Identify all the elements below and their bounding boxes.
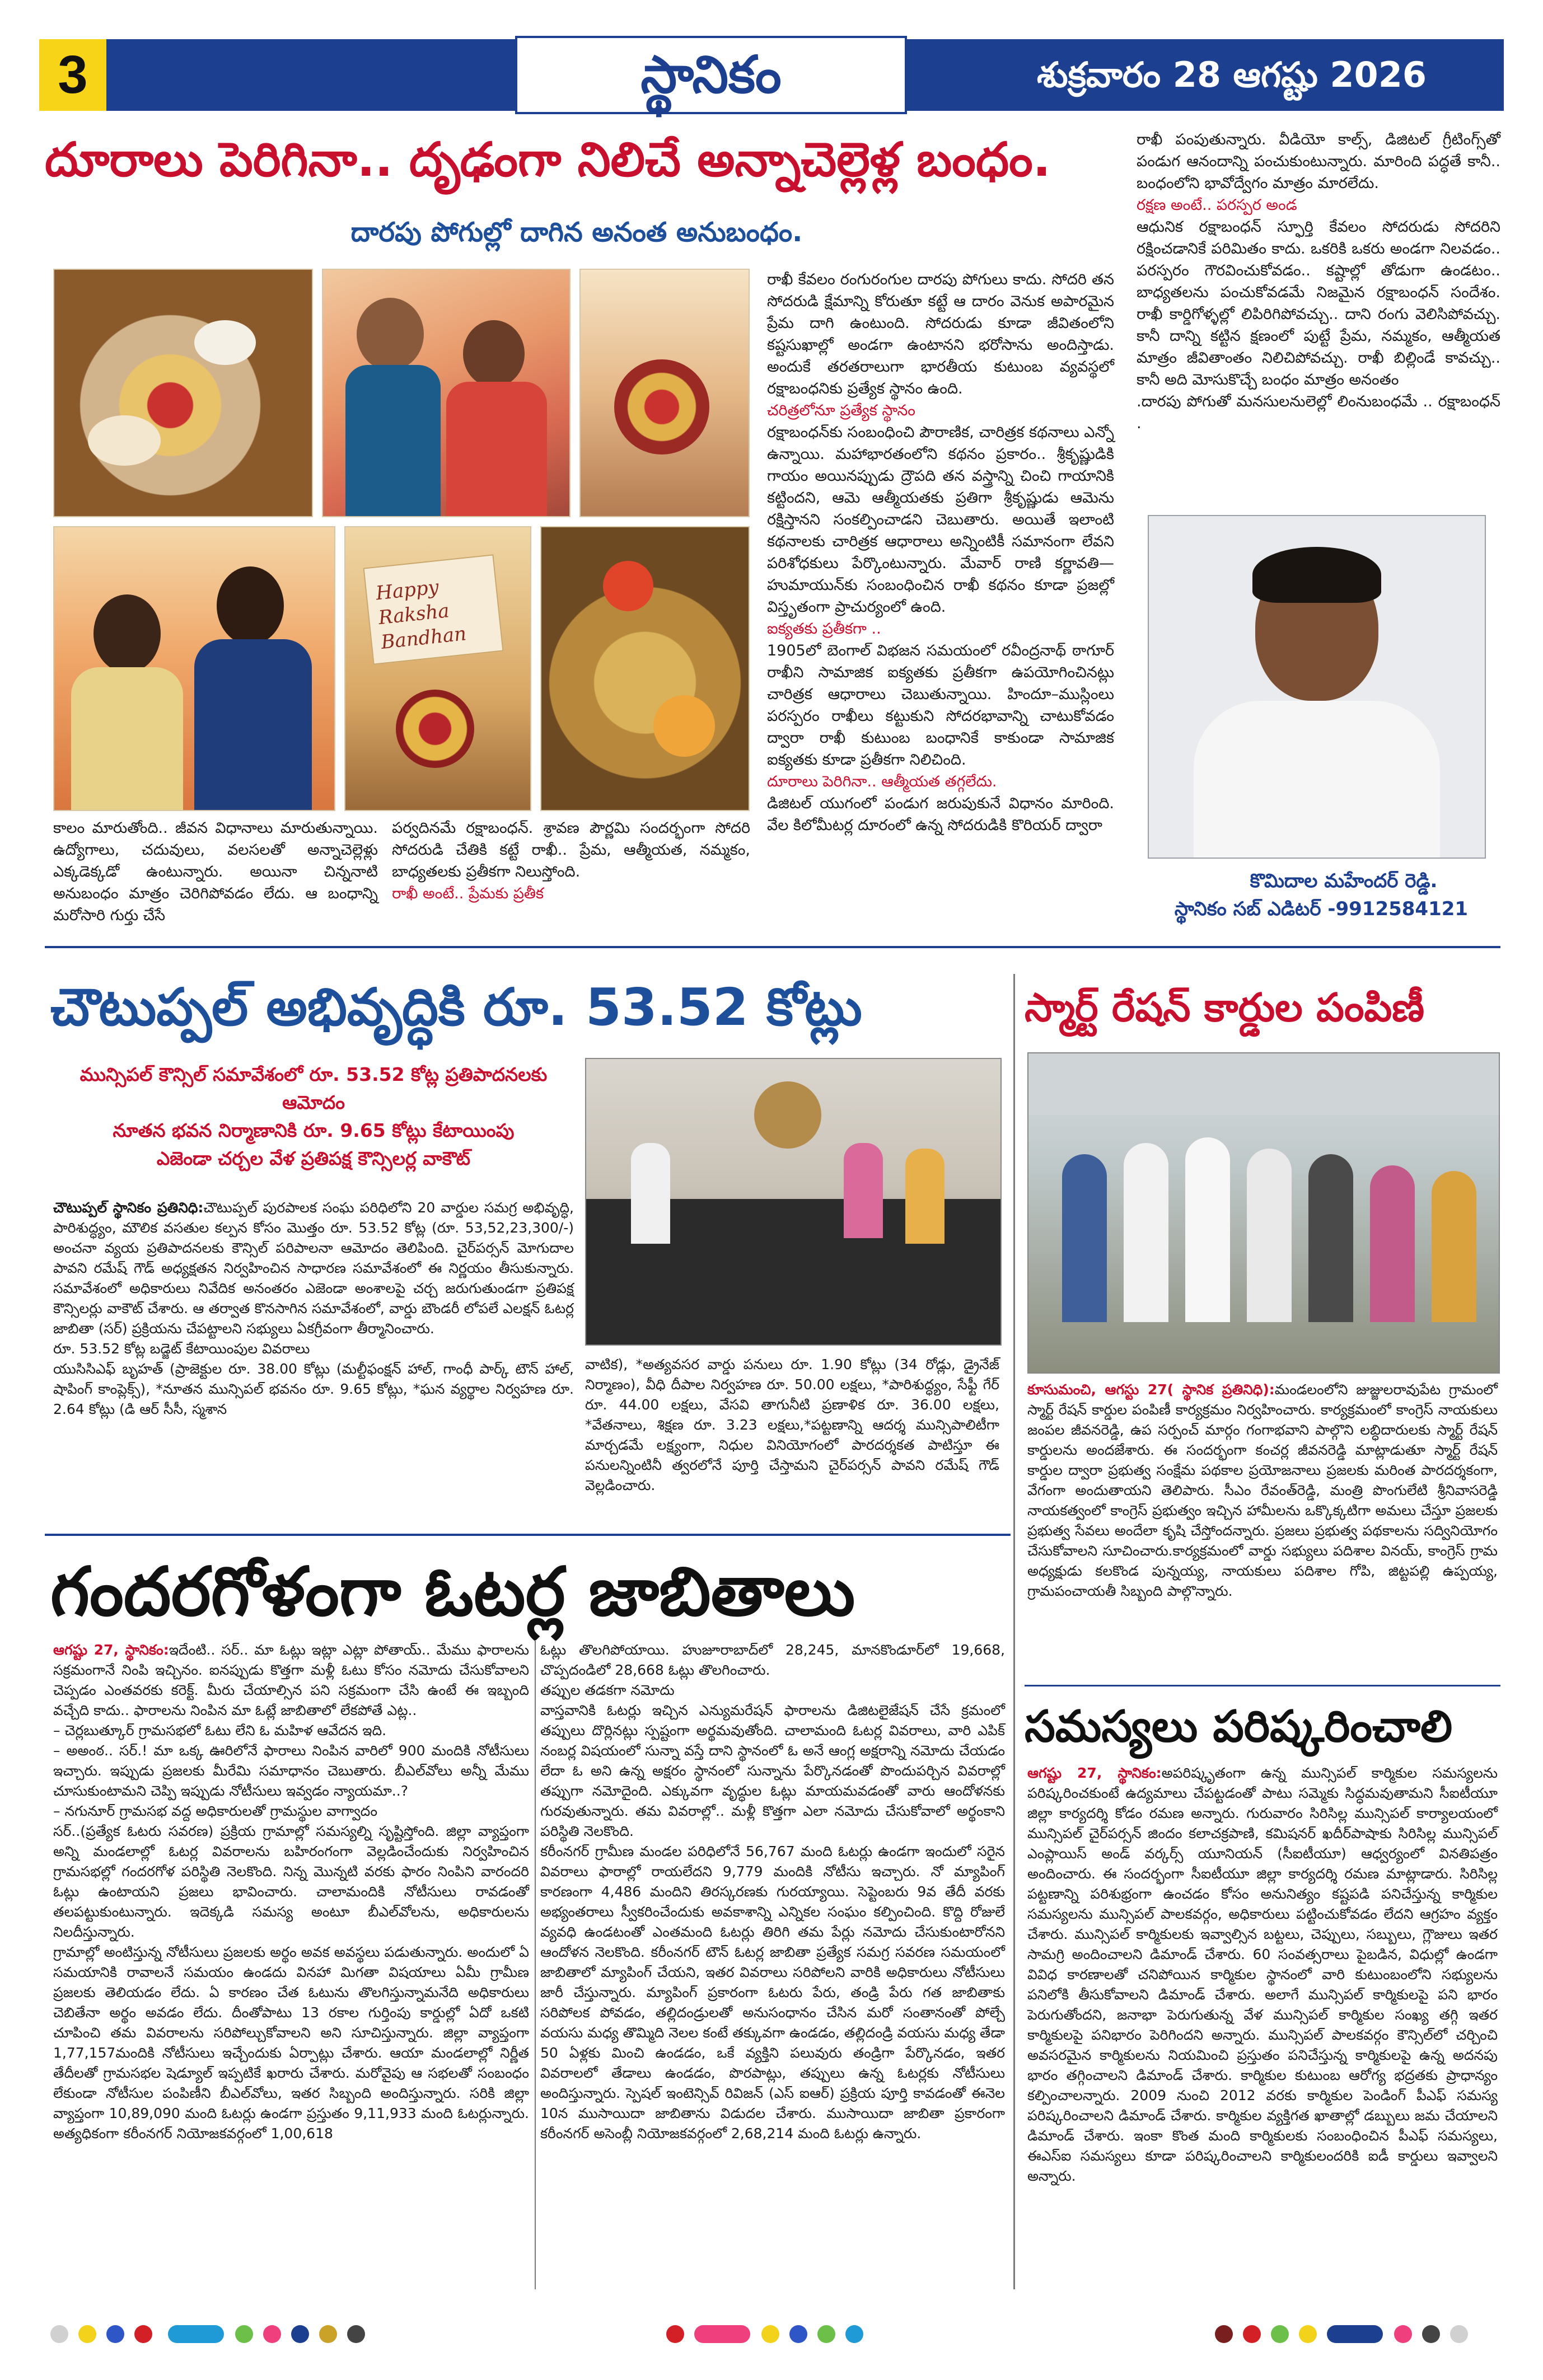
story1-headline: దూరాలు పెరిగినా.. దృఢంగా నిలిచే అన్నాచెల్లెళ్ల బంధం. [45, 132, 1051, 187]
footer-dot [347, 2325, 365, 2343]
story5-body-text: అపరిష్కృతంగా ఉన్న మున్సిపల్ కార్మికుల సమస్యలను పరిష్కరించకుంటే ఉద్యమాలు చేపట్టడంతో పాటు సమ్మెకు సిద్ధమవుతామని సీఐటీయూ జిల్లా కార్యదర్శి కోడం రమణ అన్నారు. గురువారం సిరిసిల్ల మున్సిపల్ కార్యాలయంలో మున్సిపల్ చైర్‌పర్సన్ జిందం కలాచక్రపాణి, కమిషనర్ ఖదీర్‌పాషాకు సిరిసిల్ల మున్సిపల్ ఎంప్లాయిస్ అండ్ వర్కర్స్ యూనియన్ (సీఐటీయూ) ఆధ్వర్యంలో వినతిపత్రం అందించారు. ఈ సందర్భంగా సీఐటీయూ జిల్లా కార్యదర్శి రమణ మాట్లాడారు. సిరిసిల్ల పట్టణాన్ని పరిశుభ్రంగా ఉంచడం కోసం అనునిత్యం కష్టపడి పనిచేస్తున్న కార్మికుల సమస్యలను మున్సిపల్ పాలకవర్గం, అధికారులు పట్టించుకోవడం లేదని ఆగ్రహం వ్యక్తం చేశారు. మున్సిపల్ కార్మికులకు ఇవ్వాల్సిన బట్టలు, చెప్పులు, సబ్బులు, గ్లౌజులు ఇతర సామగ్రి అందించాలని డిమాండ్ చేశారు. 60 సంవత్సరాలు పైబడిన, విధుల్లో ఉండగా వివిధ కారణాలతో చనిపోయిన కార్మికుల స్థానంలో వారి కుటుంబంలోని సభ్యులను పనిలోకి తీసుకోవాలని డిమాండ్ చేశారు. అలాగే మున్సిపల్ కార్మికులపై పని భారం పెరుగుతోందని, జనాభా పెరుగుతున్న వేళ మున్సిపల్ కార్మికుల సంఖ్య తగ్గి ఇతర కార్మికులపై పనిభారం పెరిగిందని అన్నారు. మున్సిపల్ పాలకవర్గం కౌన్సిల్‌లో చర్చించి అవసరమైన కార్మికులను నియమించి ప్రస్తుతం పనిచేస్తున్న కార్మికులపై ఉన్న అదనపు భారం తగ్గించాలని డిమాండ్ చేశారు. కార్మికుల కుటుంబ ఆరోగ్య భద్రతకు ప్రాధాన్యం కల్పించాలన్నారు. 2009 నుంచి 2012 వరకు కార్మికుల పెండింగ్ పీఎఫ్ సమస్య పరిష్కరించాలని డిమాండ్ చేశారు. కార్మికుల వ్యక్తిగత ఖాతాల్లో డబ్బులు జమ చేయాలని డిమాండ్ చేశారు. ఇంకా కొంత మంది కార్మికులకు సంబంధించిన పీఎఫ్ సమస్యలు, ఈఎస్ఐ సమస్యలు కూడా పరిష్కరించాలని కార్మికులందరికి ఐడీ కార్డులు ఇవ్వాలని అన్నారు. [1027, 1765, 1502, 2184]
story1-col-a-para1: రాఖీ కేవలం రంగురంగుల దారపు పోగులు కాదు. సోదరి తన సోదరుడి క్షేమాన్ని కోరుతూ కట్టే ఆ దారం వెనుక అపారమైన ప్రేమ దాగి ఉంటుంది. సోదరుడు కూడా జీవితంలోని కష్టసుఖాల్లో అండగా ఉంటానని భరోసాను అందిస్తాడు. అందుకే తరతరాలుగా భారతీయ కుటుంబ వ్యవస్థలో రక్షాబంధనికు ప్రత్యేక స్థానం ఉంది. [767, 271, 1119, 397]
story3-headline: స్మార్ట్ రేషన్ కార్డుల పంపిణీ [1025, 985, 1425, 1030]
column-divider-1 [1013, 974, 1015, 2289]
author-photo-hair [1252, 547, 1381, 603]
story1-col-a-sub2: ఐక్యతకు ప్రతీకగా .. [767, 620, 881, 638]
story4-col-1-text: ఇదేంటి.. సర్.. మా ఓట్లు ఇట్లా ఎట్లా పోతాయ్.. మేము ఫారాలను సక్రమంగానే నింపి ఇచ్చినం. ఐనప్పుడు కొత్తగా మళ్లీ ఓటు కోసం నమోదు చేసుకోవాలని చెప్పడం ఎంతవరకు కరెక్ట్. మీరు చేయాల్సిన పని సక్రమంగా చేసి ఉంటే ఈ ఇబ్బంది వచ్చేది కాదు.. ఫారాలను నింపిన మా ఓట్లే జాబితాలో లేకపోతే ఎట్ల.. – చెర్లబుత్కూర్ గ్రామసభలో ఓటు లేని ఓ మహిళ ఆవేదన ఇది. – అఅంఠ.. సర్.! మా ఒక్క ఊరిలోనే ఫారాలు నింపిన వారిలో 900 మందికి నోటీసులు ఇచ్చారు. ఇప్పుడు ప్రజలకు మీరేమి సమాధానం చెబుతారు. బీఎల్‌వోలు అన్నీ మేము చూసుకుంటామని చెప్పి ఇప్పుడు నోటీసులు ఇవ్వడం న్యాయమా..? – నగునూర్ గ్రామసభ వద్ద అధికారులతో గ్రామస్థుల వాగ్వాదం సర్..(ప్రత్యేక ఓటరు సవరణ) ప్రక్రియ గ్రామాల్లో సమస్యల్ని సృష్టిస్తోంది. జిల్లా వ్యాప్తంగా అన్ని మండలాల్లో ఓటర్ల వివరాలను బహిరంగంగా వెల్లడించేందుకు నిర్వహించిన గ్రామసభల్లో గందరగోళ పరిస్థితి నెలకొంది. నిన్న మొన్నటి వరకు ఫారం నింపిని వారందరి ఓట్లు ఉంటాయని ప్రజలు భావించారు. చాలామందికి నోటీసులు రావడంతో తలపట్టుకుంటున్నారు. ఇదెక్కడి సమస్య అంటూ బీఎల్‌వోలను, అధికారులను నిలదీస్తున్నారు. గ్రామాల్లో అంటిస్తున్న నోటీసులు ప్రజలకు అర్థం అవక అవస్థలు పడుతున్నారు. అందులో ఏ సమయానికి రావాలనే సమయం ఉండదు వినహా మిగతా విషయాలు ఏమీ గ్రామీణ ప్రజలకు తెలియడం లేదు. ఏ కారణం చేత ఓటును తొలగిస్తున్నామనేది అధికారులు చెబితేనా అర్థం అవడం లేదు. దీంతోపాటు 13 రకాల గుర్తింపు కార్డుల్లో ఏదో ఒకటి చూపించి తమ వివరాలను సరిపోల్చుకోవాలని అని సూచిస్తున్నారు. జిల్లా వ్యాప్తంగా 1,77,157మందికి నోటీసులు ఇచ్చేందుకు ఏర్పాట్లు చేశారు. ఆయా మండలాల్లో నిర్ణీత తేదీలతో గ్రామసభల షెడ్యూల్ ఇప్పటికే ఖరారు చేశారు. మరోవైపు ఆ సభలతో సంబంధం లేకుండా నోటీసుల పంపిణీని బీఎల్‌వోలు, ఇతర సిబ్బంది అందిస్తున్నారు. సరికి జిల్లా వ్యాప్తంగా 10,89,090 మంది ఓటర్లు ఉండగా ప్రస్తుతం 9,11,933 మంది ఓటర్లున్నారు. అత్యధికంగా కరీంనగర్ నియోజకవర్గంలో 1,00,618 [53, 1642, 529, 2142]
story2-photo-council [585, 1058, 1002, 1346]
footer-bar [1327, 2325, 1383, 2343]
footer-dot [789, 2325, 807, 2343]
story1-bottom-mid [392, 817, 755, 905]
footer-dot [1215, 2325, 1233, 2343]
author-role: స్థానికం సబ్ ఎడిటర్ -9912584121 [1174, 898, 1469, 920]
masthead-date: శుక్రవారం 28 ఆగష్టు 2026 [1037, 54, 1427, 95]
masthead [39, 39, 1504, 111]
footer-dot [1450, 2325, 1468, 2343]
story1-column-b [1137, 129, 1505, 434]
story4-col-2: ఓట్లు తొలగిపోయాయి. హుజూరాబాద్‌లో 28,245, మానకొండూర్‌లో 19,668, చొప్పదండిలో 28,668 ఓట్లు తొలగించారు. తప్పుల తడకగా నమోదు వాస్తవానికి ఓటర్లు ఇచ్చిన ఎన్యుమరేషన్ ఫారాలను డిజిటలైజేషన్ చేసే క్రమంలో తప్పులు దొర్లినట్లు స్పష్టంగా అర్థమవుతోంది. చాలామంది ఓటర్ల వివరాలు, వారి ఎపిక్ నంబర్ల విషయంలో సున్నా వస్తే దాని స్థానంలో ఓ అనే ఆంగ్ల అక్షరాన్ని నమోదు చేయడం లేదా ఓ అని ఉన్న అక్షరం స్థానంలో సున్నాను పేర్కొనడంతో పొందుపర్చిన వివరాల్లో తప్పుగా నమోదైంది. ఎక్కువగా వృద్ధుల ఓట్లు మాయమవడంతో వారు ఆందోళనకు గురవుతున్నారు. తమ వివరాల్లో.. మళ్లీ కొత్తగా ఎలా నమోదు చేసుకోవాలో అర్థంకాని పరిస్థితి నెలకొంది. కరీంనగర్ గ్రామీణ మండల పరిధిలోనే 56,767 మంది ఓటర్లు ఉండగా ఇందులో సరైన వివరాలు ఫారాల్లో రాయలేదని 9,779 మందికి నోటీసు ఇచ్చారు. నో మ్యాపింగ్ కారణంగా 4,486 మందిని తిరస్కరణకు గురయ్యాయి. సెప్టెంబరు 9వ తేదీ వరకు అభ్యంతరాలు స్వీకరించేందుకు అవకాశాన్ని ఎన్నికల సంఘం కల్పించింది. కొద్ది రోజులే వ్యవధి ఉండటంతో ఎంతమంది ఓటర్లు తిరిగి తమ పేర్లు నమోదు చేసుకుంటారోనని ఆందోళన నెలకొంది. కరీంనగర్ టౌన్ ఓటర్ల జాబితా ప్రత్యేక సమగ్ర సవరణ సమయంలో జాబితాలో మ్యాపింగ్ చేయని, ఇతర వివరాలు సరిపోలని వారికి అధికారులు నోటీసులు జారీ చేస్తున్నారు. మ్యాపింగ్ ప్రకారంగా ఓటరు పేరు, తండ్రి పేరు గత జాబితాకు సరిపోలక పోవడం, తల్లిదండ్రులతో అనుసంధానం చేసిన మరో సంతానంతో పోల్చే వయసు మధ్య తొమ్మిది నెలల కంటే తక్కువగా ఉండడం, తల్లిదండ్రి వయసు మధ్య తేడా 50 ఏళ్లకు మించి ఉండడం, ఒకే వ్యక్తిని పలువురు తండ్రిగా పేర్కొనడం, ఇతర వివరాలలో తేడాలు ఉండడం, పొరపాట్లు, తప్పులు ఉన్న ఓటర్లకు నోటీసులు అందిస్తున్నారు. స్పెషల్ ఇంటెన్సివ్ రివిజన్ (ఎస్ ఐఆర్) ప్రక్రియ పూర్తి కావడంతో ఈనెల 10న ముసాయిదా జాబితాను విడుదల చేశారు. ముసాయిదా జాబితా ప్రకారంగా కరీంనగర్ అసెంబ్లీ నియోజకవర్గంలో 2,68,214 మంది ఓటర్లు ఉన్నారు. [540, 1642, 1005, 2142]
footer-dot [1243, 2325, 1261, 2343]
footer-dot [761, 2325, 779, 2343]
footer-dot [666, 2325, 684, 2343]
story2-deck-line-1: మున్సిపల్ కౌన్సిల్ సమావేశంలో రూ. 53.52 కోట్ల ప్రతిపాదనలకు ఆమోదం [80, 1063, 548, 1113]
footer-bar [694, 2325, 750, 2343]
rakhi-card-text: Happy Raksha Bandhan [375, 575, 467, 654]
footer-dot [1422, 2325, 1440, 2343]
story1-col-b-para2: ఆధునిక రక్షాబంధన్ స్ఫూర్తి కేవలం సోదరుడు సోదరిని రక్షించడానికే పరిమితం కాదు. ఒకరికి ఒకరు అండగా నిలవడం.. పరస్పరం గౌరవించుకోవడం.. కష్టాల్లో తోడుగా ఉండటం.. బాధ్యతలను పంచుకోవడమే నిజమైన రక్షాబంధన్ సందేశం. రాఖీ కార్డిగోళ్ళల్లో లిపిరిగిపోవచ్చు.. దాని రంగు వెలిసిపోవచ్చు. కానీ దాన్ని కట్టిన క్షణంలో పుట్టే ప్రేమ, నమ్మకం, ఆత్మీయత మాత్రం జీవితాంతం నిలిచిపోవచ్చు. రాఖీ బిల్లిండే కావచ్చు.. కానీ అది మోసుకొచ్చే బంధం మాత్రం అనంతం [1137, 218, 1505, 388]
story1-col-b-sub1: రక్షణ అంటే.. పరస్పర అండ [1137, 196, 1297, 214]
story2-body-1: చౌటుప్పల్ పురపాలక సంఘ పరిధిలోని 20 వార్డుల సమగ్ర అభివృద్ధి, పారిశుద్ధ్యం, మౌలిక వసతుల కల్పన కోసం మొత్తం రూ. 53.52 కోట్ల (రూ. 53,52,23,300/-) అంచనా వ్యయ ప్రతిపాదనలకు కౌన్సిల్ పరిపాలనా ఆమోదం తెలిపింది. చైర్‌పర్సన్ మోగుదాల పావని రమేష్ గౌడ్ అధ్యక్షతన నిర్వహించిన సాధారణ సమావేశంలో ఈ నిర్ణయం తీసుకున్నారు. సమావేశంలో అధికారులు నివేదిక అనంతరం ఎజెండా అంశాలపై చర్చ జరుగుతుండగా ప్రతిపక్ష కౌన్సిలర్లు వాకౌట్ చేశారు. ఆ తర్వాత కొనసాగిన సమావేశంలో, వార్డు బౌండరీ లోపలే ఎలక్షన్ ఓటర్ల జాబితా (సర్) ప్రక్రియను చేపట్టాలని సభ్యులు ఏకగ్రీవంగా తీర్మానించారు. [53, 1200, 578, 1337]
author-photo-shirt [1194, 701, 1440, 858]
footer-dot [1299, 2325, 1317, 2343]
story3-body-text: మండలంలోని జుజ్జులరావుపేట గ్రామంలో స్మార్ట్ రేషన్ కార్డుల పంపిణీ కార్యక్రమం నిర్వహించారు. కార్యక్రమంలో కాంగ్రెస్ నాయకులు జంపల జీవనరెడ్డి, ఉప సర్పంచ్ మార్గం గంగాభవాని పాల్గొని లబ్ధిదారులకు స్మార్ట్ రేషన్ కార్డులను అందజేశారు. ఈ సందర్భంగా కంచర్ల జీవనరెడ్డి మాట్లాడుతూ స్మార్ట్ రేషన్ కార్డుల ద్వారా ప్రభుత్వ సంక్షేమ పథకాల ప్రయోజనాలు ప్రజలకు మరింత పారదర్శకంగా, వేగంగా అందుతాయని తెలిపారు. సీఎం రేవంత్‌రెడ్డి, మంత్రి పొంగులేటి శ్రీనివాసరెడ్డి నాయకత్వంలో కాంగ్రెస్ ప్రభుత్వం ఇచ్చిన హామీలను ఒక్కొక్కటిగా అమలు చేస్తూ ప్రజలకు ప్రభుత్వ సేవలు అందేలా కృషి చేస్తోందన్నారు. ప్రజలు ప్రభుత్వ పథకాలను సద్వినియోగం చేసుకోవాలని సూచించారు.కార్యక్రమంలో వార్డు సభ్యులు పదిశాల వినయ్, కాంగ్రెస్ గ్రామ అధ్యక్షుడు కలకొండ పున్నయ్య, నాయకులు పదిశాల గోపి, జిట్టపల్లి ఉప్పయ్య, గ్రామపంచాయతీ సిబ్బంది పాల్గొన్నారు. [1027, 1381, 1502, 1599]
section-divider-1 [45, 946, 1500, 948]
story2-body-2: రూ. 53.52 కోట్ల బడ్జెట్ కేటాయింపుల వివరాలు [53, 1341, 310, 1357]
story2-body-3: యుసిసిఎఫ్ బృహత్ (ప్రాజెక్టుల రూ. 38.00 కోట్లు (మల్టీఫంక్షన్ హాల్, గాంధీ పార్క్ టౌన్ హాల్, షాపింగ్ కాంప్లెక్స్), *నూతన మున్సిపల్ భవనం రూ. 9.65 కోట్లు, *ఘన వ్యర్థాల నిర్వహణ రూ. 2.64 కోట్లు (డి ఆర్ సీసీ, స్మశాన [53, 1361, 578, 1417]
story5-headline: సమస్యలు పరిష్కరించాలి [1025, 1702, 1453, 1752]
footer-dot [291, 2325, 309, 2343]
footer-bar [168, 2325, 224, 2343]
story4-col-1 [53, 1640, 529, 2144]
footer-dot [319, 2325, 337, 2343]
photo-siblings-children [322, 269, 571, 517]
page-number-box [39, 39, 106, 111]
story3-photo-distribution [1027, 1052, 1500, 1374]
story1-col-a-para2: రక్షాబంధన్‌కు సంబంధించి పౌరాణిక, చారిత్రక కథనాలు ఎన్నో ఉన్నాయి. మహాభారతంలోని కథనం ప్రకారం.. శ్రీకృష్ణుడికి గాయం అయినప్పుడు ద్రౌపది తన వస్త్రాన్ని చించి గాయానికి కట్టిందని, ఆమె ఆత్మీయతకు ప్రతిగా శ్రీకృష్ణుడు ఆమెను రక్షిస్తానని సంకల్పించాడని చెబుతారు. అయితే ఇలాంటి కథనాలకు చారిత్రక ఆధారాలు అన్నింటికీ సమానంగా లేవని పరిశోధకులు పేర్కొంటున్నారు. మేవార్ రాణి కర్ణావతి—హుమాయున్‌కు సంబంధించిన రాఖీ కథనం కూడా ప్రజల్లో విస్తృతంగా ప్రాచుర్యంలో ఉంది. [767, 424, 1119, 616]
story5-body [1027, 1763, 1502, 2186]
story4-headline: గందరగోళంగా ఓటర్ల జాబితాలు [50, 1553, 855, 1631]
masthead-title: స్థానికం [640, 45, 782, 105]
footer-dot [817, 2325, 835, 2343]
story2-body-right: వాటిక), *అత్యవసర వార్డు పనులు రూ. 1.90 కోట్లు (34 రోడ్లు, డ్రైనేజ్ నిర్మాణం), వీధి దీపాల నిర్వహణ రూ. 50.00 లక్షలు, *పారిశుద్ధ్యం, సేఫ్టీ గేర్ రూ. 44.00 లక్షలు, వేసవి తాగునీటి ప్రణాళిక రూ. 36.00 లక్షలు, *వేతనాలు, శిక్షణ రూ. 3.23 లక్షలు,*పట్టణాన్ని ఆదర్శ మున్సిపాలిటీగా మార్చడమే లక్ష్యంగా, నిధుల వినియోగంలో పారదర్శకత పాటిస్తూ ఈ పనులన్నింటినీ త్వరలోనే పూర్తి చేస్తామని చైర్‌పర్సన్ పావని రమేష్ గౌడ్ వెల్లడించారు. [585, 1356, 1004, 1493]
story1-column-a [767, 269, 1119, 836]
footer-dot [1394, 2325, 1412, 2343]
footer-dot [845, 2325, 863, 2343]
story1-col-a-para3: 1905లో బెంగాల్ విభజన సమయంలో రవీంద్రనాథ్ ఠాగూర్ రాఖీని సామాజిక ఐక్యతకు ప్రతీకగా ఉపయోగించినట్లు చారిత్రక ఆధారాలు చెబుతున్నాయి. హిందూ–ముస్లింలు పరస్పరం రాఖీలు కట్టుకుని సోదరభావాన్ని చాటుకోవడం ద్వారా రాఖీ కుటుంబ బంధానికే కాకుండా సామాజిక ఐక్యతకు కూడా ప్రతీకగా నిలిచింది. [767, 642, 1119, 769]
story4-dateline: ఆగష్టు 27, స్థానికం: [53, 1642, 169, 1658]
story2-body-left [53, 1198, 578, 1419]
story1-col-a-sub3: దూరాలు పెరిగినా.. ఆత్మీయత తగ్గలేదు. [767, 773, 997, 790]
photo-raksha-bandhan-card [344, 526, 531, 811]
story1-col-b-para1: రాఖీ పంపుతున్నారు. వీడియో కాల్స్, డిజిటల్ గ్రీటింగ్స్‌తో పండుగ ఆనందాన్ని పంచుకుంటున్నారు. మారింది పద్ధతే కానీ.. బంధంలోని భావోద్వేగం మాత్రం మారలేదు. [1137, 131, 1505, 192]
story1-subhead: దారపు పోగుల్లో దాగిన అనంత అనుబంధం. [350, 217, 803, 248]
section-divider-2 [45, 1534, 1011, 1536]
story3-dateline: కూసుమంచి, ఆగస్టు 27( స్థానిక ప్రతినిధి): [1027, 1381, 1275, 1398]
story2-dateline: చౌటుప్పల్ స్థానికం ప్రతినిధి: [53, 1200, 204, 1216]
story5-dateline: ఆగష్టు 27, స్థానికం: [1027, 1765, 1162, 1781]
author-photo [1148, 515, 1486, 859]
footer-color-strip [0, 2317, 1543, 2351]
story1-bottom-mid-text: పర్వదినమే రక్షాబంధన్. శ్రావణ పౌర్ణమి సందర్భంగా సోదరి సోదరుడి చేతికి కట్టే రాఖీ.. ప్రేమ, ఆత్మీయత, నమ్మకం, బాధ్యతలకు ప్రతీకగా నిలుస్తోంది. [392, 819, 755, 880]
story1-bottom-mid-sub: రాఖీ అంటే.. ప్రేమకు ప్రతీక [392, 885, 544, 902]
story1-col-a-para4: డిజిటల్ యుగంలో పండుగ జరుపుకునే విధానం మారింది. వేల కిలోమీటర్ల దూరంలో ఉన్న సోదరుడికి కొరియర్ ద్వారా [767, 795, 1119, 834]
story1-col-a-sub1: చరిత్రలోనూ ప్రత్యేక స్థానం [767, 402, 915, 419]
footer-dot [235, 2325, 253, 2343]
story2-headline: చౌటుప్పల్ అభివృద్ధికి రూ. 53.52 కోట్లు [50, 977, 862, 1037]
author-name: కొమిదాల మహేందర్ రెడ్డి. [1250, 870, 1438, 892]
footer-dot [1271, 2325, 1289, 2343]
story3-body [1027, 1380, 1502, 1601]
footer-dot [78, 2325, 96, 2343]
story1-col-b-para3: .దారపు పోగుతో మనసులనులెల్లో లింనుబంధమే .. రక్షాబంధన్ . [1137, 393, 1505, 432]
masthead-title-box [515, 36, 907, 114]
footer-dot [50, 2325, 68, 2343]
page-number: 3 [58, 45, 88, 105]
photo-puja-thali [540, 526, 750, 811]
story2-deck [53, 1061, 574, 1173]
footer-dot [263, 2325, 281, 2343]
story1-bottom-left: కాలం మారుతోంది.. జీవన విధానాలు మారుతున్నాయి. ఉద్యోగాలు, చదువులు, వలసలతో అన్నాచెల్లెళ్లు ఎక్కడెక్కడో ఉంటున్నారు. అయినా చిన్ననాటి అనుబంధం మాత్రం చెరిగిపోవడం లేదు. ఆ బంధాన్ని మరోసారి గుర్తు చేసే [53, 819, 383, 924]
column-divider-2 [535, 1640, 536, 2289]
photo-rakhi-plate [53, 269, 313, 517]
photo-rakhi-closeup [579, 269, 750, 517]
section-divider-3 [1025, 1685, 1500, 1686]
story2-deck-line-3: ఎజెండా చర్చల వేళ ప్రతిపక్ష కౌన్సిలర్ల వాకౌట్ [156, 1147, 471, 1169]
photo-siblings-adults [53, 526, 335, 811]
footer-dot [106, 2325, 124, 2343]
story2-deck-line-2: నూతన భవన నిర్మాణానికి రూ. 9.65 కోట్లు కేటాయింపు [113, 1119, 515, 1141]
footer-dot [134, 2325, 152, 2343]
